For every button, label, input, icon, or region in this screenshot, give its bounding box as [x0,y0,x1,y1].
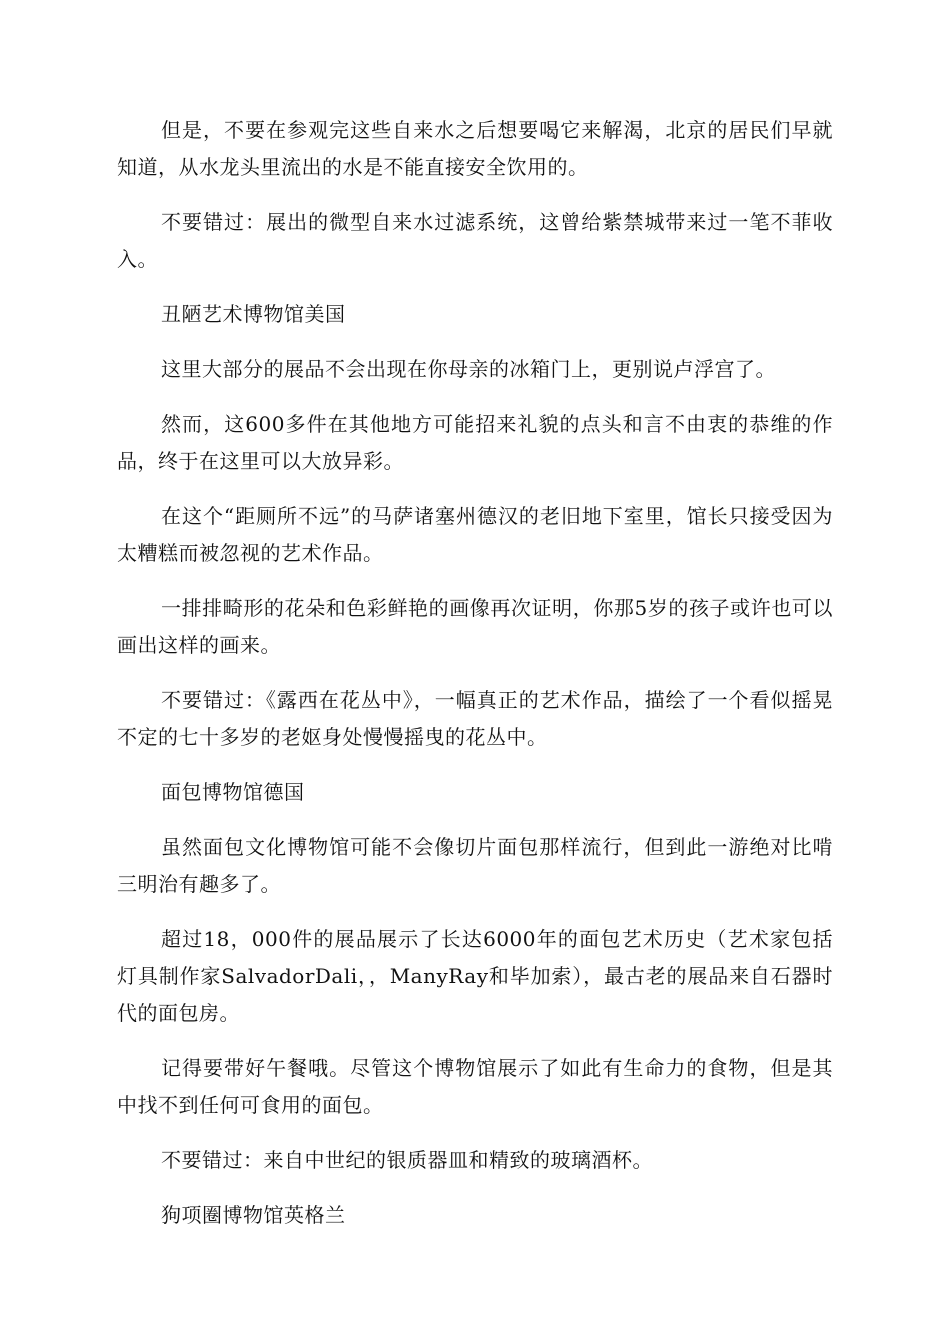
paragraph-bread-lunch: 记得要带好午餐哦。尽管这个博物馆展示了如此有生命力的食物，但是其中找不到任何可食用的面包。 [117,1056,833,1117]
section-heading-bread-museum: 面包博物馆德国 [161,780,305,804]
paragraph-dont-miss-lucy: 不要错过：《露西在花丛中》，一幅真正的艺术作品，描绘了一个看似摇晃不定的七十多岁的老妪身处慢慢摇曳的花丛中。 [117,688,833,749]
paragraph-bread-intro: 虽然面包文化博物馆可能不会像切片面包那样流行，但到此一游绝对比啃三明治有趣多了。 [117,835,833,896]
paragraph-tap-water-warning: 但是，不要在参观完这些自来水之后想要喝它来解渴，北京的居民们早就知道，从水龙头里流出的水是不能直接安全饮用的。 [117,118,833,179]
section-heading-ugly-art-museum: 丑陋艺术博物馆美国 [161,302,346,326]
paragraph-ugly-art-intro: 这里大部分的展品不会出现在你母亲的冰箱门上，更别说卢浮宫了。 [161,357,776,381]
paragraph-dont-miss-filter: 不要错过：展出的微型自来水过滤系统，这曾给紫禁城带来过一笔不菲收入。 [117,210,833,271]
section-heading-dog-collar-museum: 狗项圈博物馆英格兰 [161,1203,346,1227]
paragraph-ugly-art-600-works: 然而，这600多件在其他地方可能招来礼貌的点头和言不由衷的恭维的作品，终于在这里可以大放异彩。 [117,412,833,473]
paragraph-dont-miss-silverware: 不要错过：来自中世纪的银质器皿和精致的玻璃酒杯。 [161,1148,653,1172]
paragraph-ugly-art-flowers: 一排排畸形的花朵和色彩鲜艳的画像再次证明，你那5岁的孩子或许也可以画出这样的画来。 [117,596,833,657]
paragraph-bread-exhibits: 超过18，000件的展品展示了长达6000年的面包艺术历史（艺术家包括灯具制作家SalvadorDali，，ManyRay和毕加索），最古老的展品来自石器时代的面包房。 [117,927,833,1025]
document-page [117,112,833,1252]
paragraph-ugly-art-basement: 在这个“距厕所不远”的马萨诸塞州德汉的老旧地下室里，馆长只接受因为太糟糕而被忽视的艺术作品。 [117,504,833,565]
